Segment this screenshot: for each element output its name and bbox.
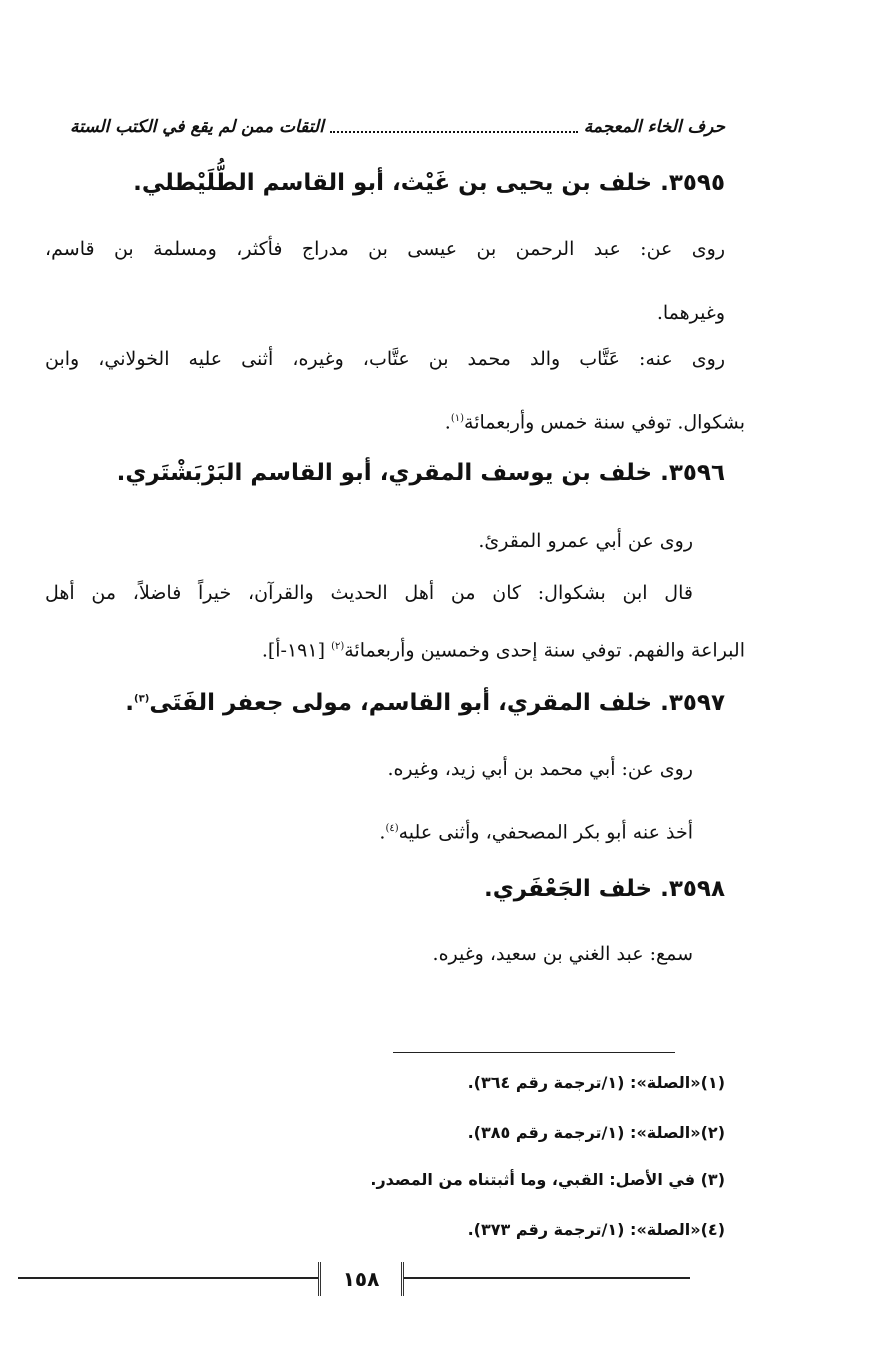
footnote: (٢)«الصلة»: (١/ترجمة رقم ٣٨٥).: [467, 1123, 725, 1142]
entry-text-line: روى عن: أبي محمد بن أبي زيد، وغيره.: [387, 758, 693, 780]
footnote: (٣) في الأصل: القبي، وما أثبتناه من المصدر.: [370, 1170, 725, 1189]
entry-text-line: أخذ عنه أبو بكر المصحفي، وأثنى عليه$^{(٤)}$.: [379, 821, 693, 844]
entry-text: بشكوال. توفي سنة خمس وأربعمائة: [464, 411, 745, 434]
entry-title: ٣٥٩٦. خلف بن يوسف المقري، أبو القاسم البَرْبَشْتَري.: [116, 460, 725, 486]
running-header: [70, 112, 725, 142]
entry-text-line: بشكوال. توفي سنة خمس وأربعمائة$^{(١)}$.: [444, 411, 745, 434]
entry-title: ٣٥٩٧. خلف المقري، أبو القاسم، مولى جعفر الفَتَى$^{(٣)}$.: [125, 690, 725, 716]
entry-text-line: روى عنه: عَتَّاب والد محمد بن عتَّاب، وغيره، أثنى عليه الخولاني، وابن: [45, 348, 725, 370]
entry-title-text: ٣٥٩٧. خلف المقري، أبو القاسم، مولى جعفر الفَتَى: [149, 690, 725, 716]
entry-text-line: [262, 618, 745, 679]
header-book-title: التقات ممن لم يقع في الكتب الستة: [70, 117, 324, 137]
footnote-ref: (٤): [385, 823, 399, 834]
footnote-ref: (٢): [331, 641, 345, 652]
page-number: ١٥٨: [318, 1262, 404, 1296]
entry-title: ٣٥٩٨. خلف الجَعْفَري.: [483, 876, 725, 902]
footnote: (٤)«الصلة»: (١/ترجمة رقم ٣٧٣).: [467, 1220, 725, 1239]
footnote: (١)«الصلة»: (١/ترجمة رقم ٣٦٤).: [467, 1073, 725, 1092]
footnote-ref: (٣): [134, 693, 150, 705]
entry-text: البراعة والفهم. توفي سنة إحدى وخمسين وأربعمائة: [344, 639, 745, 662]
entry-title: ٣٥٩٥. خلف بن يحيى بن غَيْث، أبو القاسم الطُّلَيْطلي.: [133, 170, 725, 196]
entry-text-line: روى عن: عبد الرحمن بن عيسى بن مدراج فأكثر، ومسلمة بن قاسم،: [45, 238, 725, 260]
manuscript-folio-ref: [١٩١-أ].: [261, 639, 326, 662]
entry-text-line: سمع: عبد الغني بن سعيد، وغيره.: [432, 943, 693, 965]
entry-text-line: وغيرهما.: [656, 302, 725, 324]
footnote-ref: (١): [450, 413, 465, 424]
entry-text-line: روى عن أبي عمرو المقرئ.: [478, 530, 693, 552]
footnote-separator: [393, 1052, 675, 1053]
entry-text-line: قال ابن بشكوال: كان من أهل الحديث والقرآن، خيراً فاضلاً، من أهل: [45, 582, 693, 604]
header-dots: [330, 121, 578, 133]
entry-text: أخذ عنه أبو بكر المصحفي، وأثنى عليه: [398, 821, 693, 844]
header-chapter: حرف الخاء المعجمة: [583, 117, 725, 137]
